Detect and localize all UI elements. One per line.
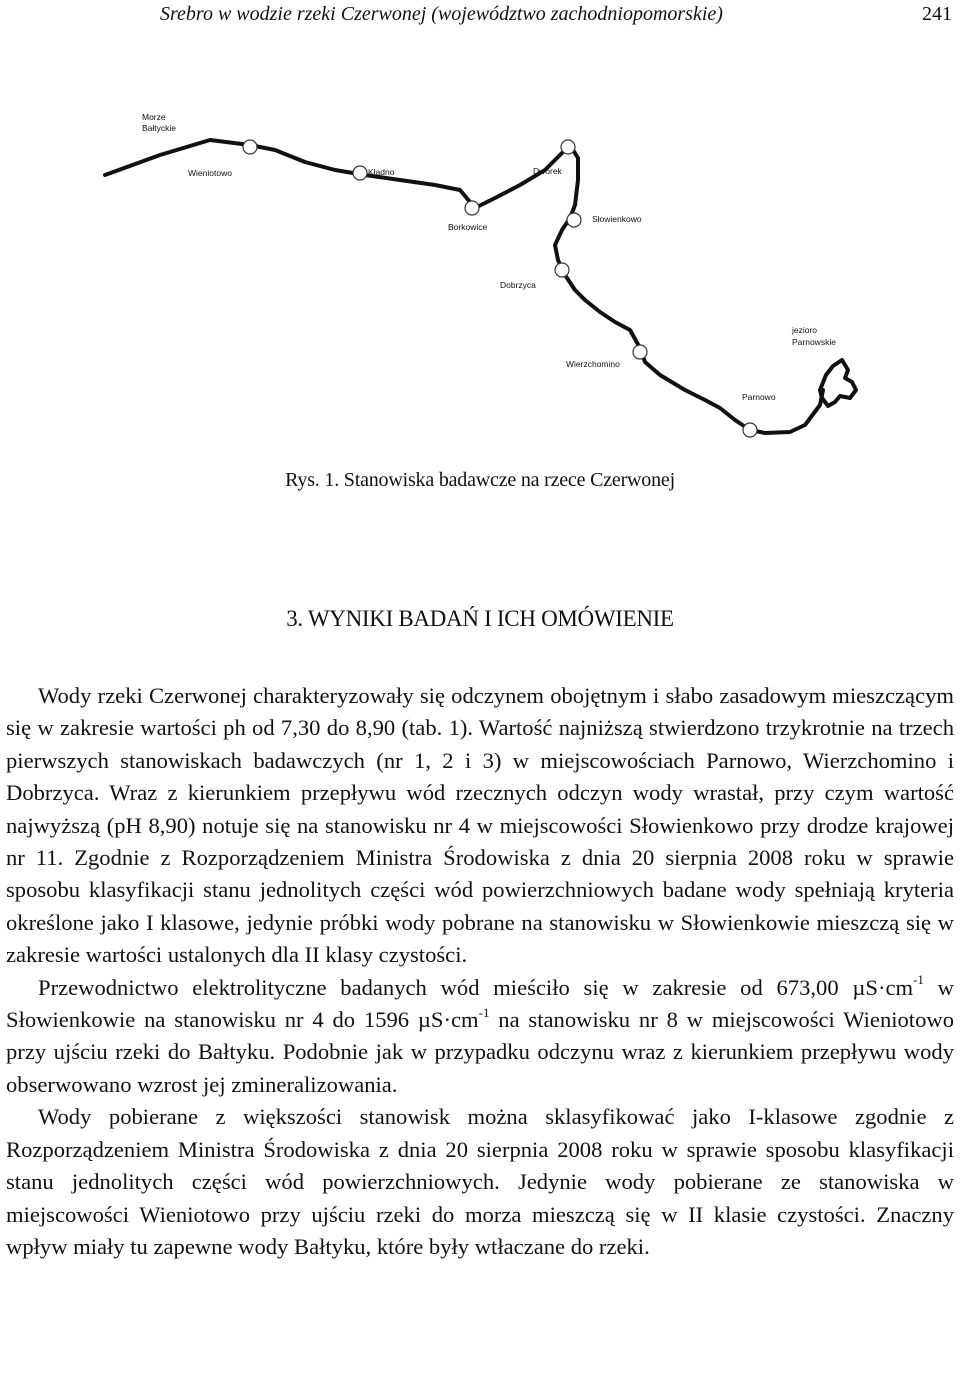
label-wieniotowo: Wieniotowo	[188, 168, 232, 178]
running-header	[0, 0, 960, 30]
p2-sup-2: -1	[478, 1004, 490, 1020]
label-dobrzyca: Dobrzyca	[500, 280, 536, 290]
figure-caption: Rys. 1. Stanowiska badawcze na rzece Czerwonej	[285, 469, 675, 491]
station-marker-slowienkowo	[567, 213, 581, 227]
p2-text-2: w Słowienkowie na stanowisku nr 4 do 1596 µS·cm	[6, 974, 954, 1033]
station-marker-wieniotowo	[243, 140, 257, 154]
station-marker-dobrzyca	[555, 263, 569, 277]
paragraph-conductivity	[6, 972, 954, 1102]
p2-text-3: na stanowisku nr 8 w miejscowości Wieniotowo przy ujściu rzeki do Bałtyku. Podobnie jak w przypadku odczynu wraz z kierunkiem przepływu wody obserwowano wzrost jej zmineralizowania.	[6, 1007, 954, 1097]
label-slowienkowo: Słowienkowo	[592, 214, 642, 224]
lake-parnowskie	[820, 360, 856, 406]
body-text	[6, 680, 954, 1263]
label-baltyckie: Bałtyckie	[142, 123, 177, 133]
paragraph-ph: Wody rzeki Czerwonej charakteryzowały się odczynem obojętnym i słabo zasadowym mieszczącym się w zakresie wartości ph od 7,30 do 8,90 (tab. 1). Wartość najniższą stwierdzono trzykrotnie na trzech pierwszych stanowiskach badawczych (nr 1, 2 i 3) w miejscowościach Parnowo, Wierzchomino i Dobrzyca. Wraz z kierunkiem przepływu wód rzecznych odczyn wody wrastał, przy czym wartość najwyższą (pH 8,90) notuje się na stanowisku nr 4 w miejscowości Słowienkowo przy drodze krajowej nr 11. Zgodnie z Rozporządzeniem Ministra Środowiska z dnia 20 sierpnia 2008 roku w sprawie sposobu klasyfikacji stanu jednolitych części wód powierzchniowych badane wody spełniają kryteria określone jako I klasowe, jedynie próbki wody pobrane na stanowisku w Słowienkowie mieszczą się w zakresie wartości ustalonych dla II klasy czystości.	[6, 683, 954, 968]
paragraph-classification: Wody pobierane z większości stanowisk można sklasyfikować jako I-klasowe zgodnie z Rozporządzeniem Ministra Środowiska z dnia 20 sierpnia 2008 roku w sprawie sposobu klasyfikacji stanu jednolitych części wód powierzchniowych. Jedynie wody pobierane ze stanowiska w miejscowości Wieniotowo przy ujściu rzeki do morza mieszczą się w II klasie czystości. Znaczny wpływ miały tu zapewne wody Bałtyku, które były wtłaczane do rzeki.	[6, 1104, 954, 1259]
p2-sup-1: -1	[913, 972, 924, 988]
label-borkowice: Borkowice	[448, 222, 488, 232]
label-dworek: Dworek	[533, 166, 562, 176]
station-marker-kladno	[353, 166, 367, 180]
label-wierzchomino: Wierzchomino	[566, 359, 620, 369]
page-number: 241	[922, 3, 952, 25]
station-marker-parnowo	[743, 423, 757, 437]
label-parnowskie: Parnowskie	[792, 337, 836, 347]
station-marker-wierzchomino	[633, 345, 647, 359]
label-jezioro: jezioro	[792, 325, 818, 335]
running-title: Srebro w wodzie rzeki Czerwonej (województwo zachodniopomorskie)	[160, 3, 723, 25]
river-map	[100, 90, 860, 460]
p2-text-1: Przewodnictwo elektrolityczne badanych wód mieściło się w zakresie od 673,00 µS·cm	[38, 974, 914, 1000]
section-heading: 3. WYNIKI BADAŃ I ICH OMÓWIENIE	[286, 606, 674, 631]
river-course	[105, 140, 823, 433]
label-parnowo: Parnowo	[742, 392, 776, 402]
label-morze: Morze	[142, 112, 166, 122]
station-marker-dworek	[561, 140, 575, 154]
label-kladno: Kładno	[368, 167, 395, 177]
station-marker-borkowice	[465, 201, 479, 215]
